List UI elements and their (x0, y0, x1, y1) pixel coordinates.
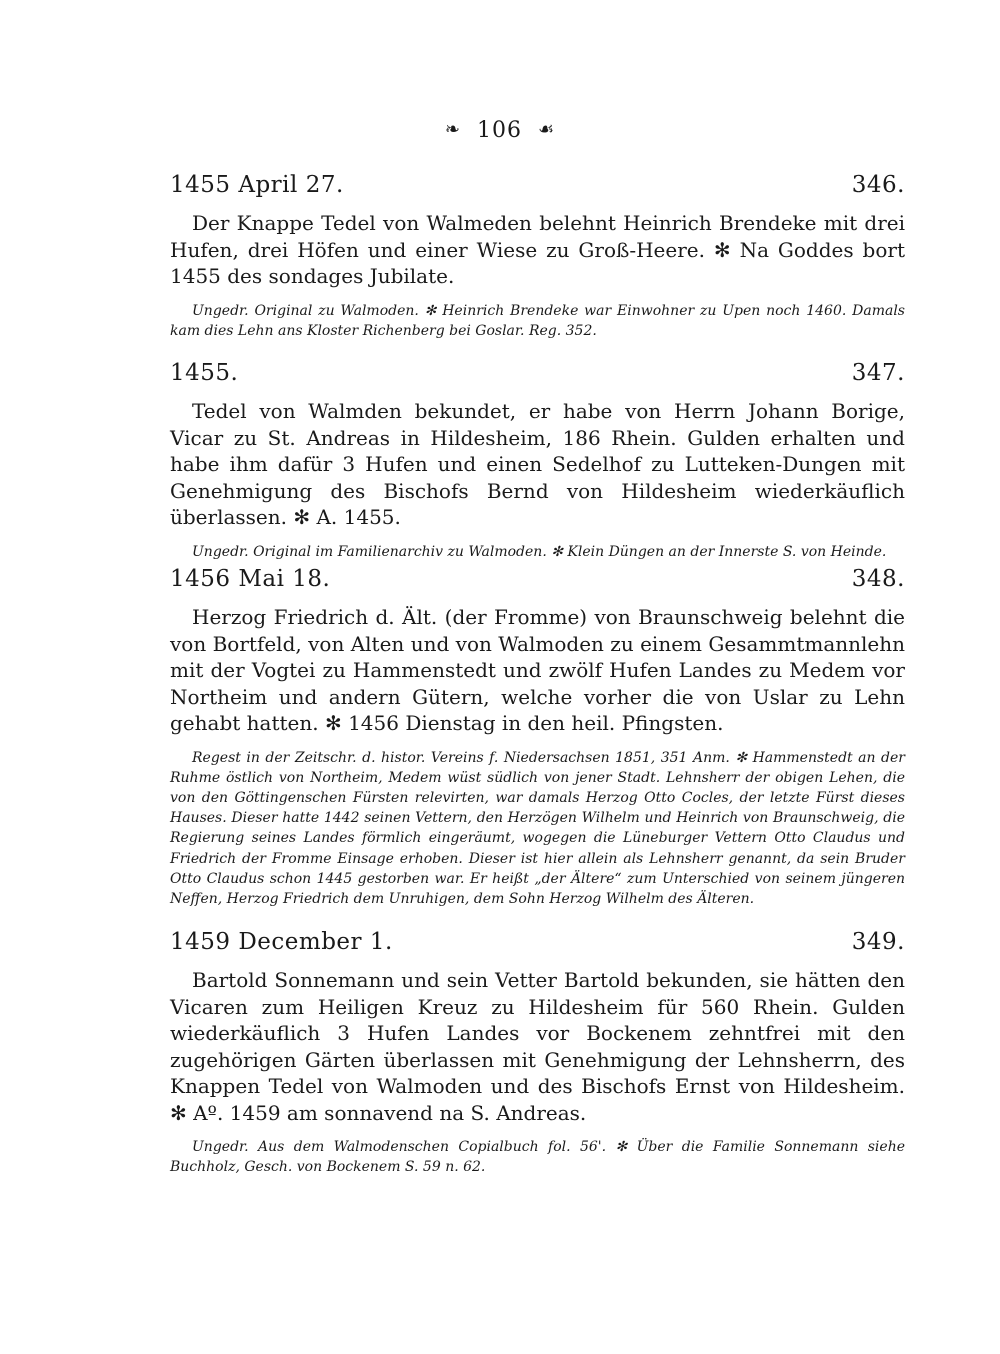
entry-heading (170, 927, 905, 957)
charter-entry (170, 564, 905, 909)
ornament-left-icon: ❧ (444, 119, 461, 140)
charter-entry (170, 927, 905, 1177)
charter-entry (170, 170, 905, 341)
entry-number: 347. (851, 360, 905, 386)
ornament-right-icon: ☙ (537, 119, 556, 140)
entry-summary: Bartold Sonnemann und sein Vetter Bartold bekunden, sie hätten den Vicaren zum Heiligen Kreuz zu Hildesheim für 560 Rhein. Gulden wiederkäuflich 3 Hufen Landes vor Bockenem zehntfrei mit den zugehörigen Gärten überlassen mit Genehmigung der Lehnsherrn, des Knappen Tedel von Walmoden und des Bischofs Ernst von Hildesheim. ✻ Aº. 1459 am sonnavend na S. Andreas. (170, 968, 905, 1125)
entry-number: 349. (851, 929, 905, 955)
page-header (0, 118, 1000, 143)
entry-number: 346. (851, 172, 905, 198)
entry-note: Regest in der Zeitschr. d. histor. Vereins f. Niedersachsen 1851, 351 Anm. ✻ Hammenstedt an der Ruhme östlich von Northeim, Medem wüst südlich von jener Stadt. Lehnsherr der obigen Lehen, die von den Göttingenschen Fürsten relevirten, war damals Herzog Otto Cocles, der letzte Fürst dieses Hauses. Dieser hatte 1442 seinen Vettern, den Herzögen Wilhelm und Heinrich von Braunschweig, die Regierung seines Landes förmlich eingeräumt, wogegen die Lüneburger Vettern Otto Claudus und Friedrich der Fromme Einsage erhoben. Dieser ist hier allein als Lehnsherr genannt, da sein Bruder Otto Claudus schon 1445 gestorben war. Er heißt „der Ältere“ zum Unterschied von seinem jüngeren Neffen, Herzog Friedrich dem Unruhigen, dem Sohn Herzog Wilhelm des Älteren. (170, 749, 905, 907)
entry-summary: Tedel von Walmden bekundet, er habe von Herrn Johann Borige, Vicar zu St. Andreas in Hildesheim, 186 Rhein. Gulden erhalten und habe ihm dafür 3 Hufen und einen Sedelhof zu Lutteken-Dungen mit Genehmigung des Bischofs Bernd von Hildesheim wiederkäuflich überlassen. ✻ A. 1455. (170, 399, 905, 529)
entry-heading (170, 170, 905, 200)
entry-heading (170, 564, 905, 594)
entry-number: 348. (851, 566, 905, 592)
entry-date: 1455. (170, 360, 239, 386)
entry-summary: Herzog Friedrich d. Ält. (der Fromme) von Braunschweig belehnt die von Bortfeld, von Alten und von Walmoden zu einem Gesammtmannlehn mit der Vogtei zu Hammenstedt und zwölf Hufen Landes zu Medem vor Northeim und andern Gütern, welche vorher die von Uslar zu Lehn gehabt hatten. ✻ 1456 Dienstag in den heil. Pfingsten. (170, 605, 905, 735)
entry-summary: Der Knappe Tedel von Walmeden belehnt Heinrich Brendeke mit drei Hufen, drei Höfen und einer Wiese zu Groß-Heere. ✻ Na Goddes bort 1455 des sondages Jubilate. (170, 211, 905, 288)
entry-date: 1459 December 1. (170, 929, 393, 955)
entry-note: Ungedr. Aus dem Walmodenschen Copialbuch fol. 56'. ✻ Über die Familie Sonnemann siehe Buchholz, Gesch. von Bockenem S. 59 n. 62. (170, 1139, 905, 1176)
entry-date: 1456 Mai 18. (170, 566, 331, 592)
entry-note: Ungedr. Original zu Walmoden. ✻ Heinrich Brendeke war Einwohner zu Upen noch 1460. Damals kam dies Lehn ans Kloster Richenberg bei Goslar. Reg. 352. (170, 302, 905, 339)
entry-heading (170, 358, 905, 388)
entry-note: Ungedr. Original im Familienarchiv zu Walmoden. ✻ Klein Düngen an der Innerste S. von Heinde. (192, 543, 887, 560)
entry-date: 1455 April 27. (170, 172, 344, 198)
page-number: 106 (476, 118, 522, 143)
charter-entry (170, 358, 905, 562)
